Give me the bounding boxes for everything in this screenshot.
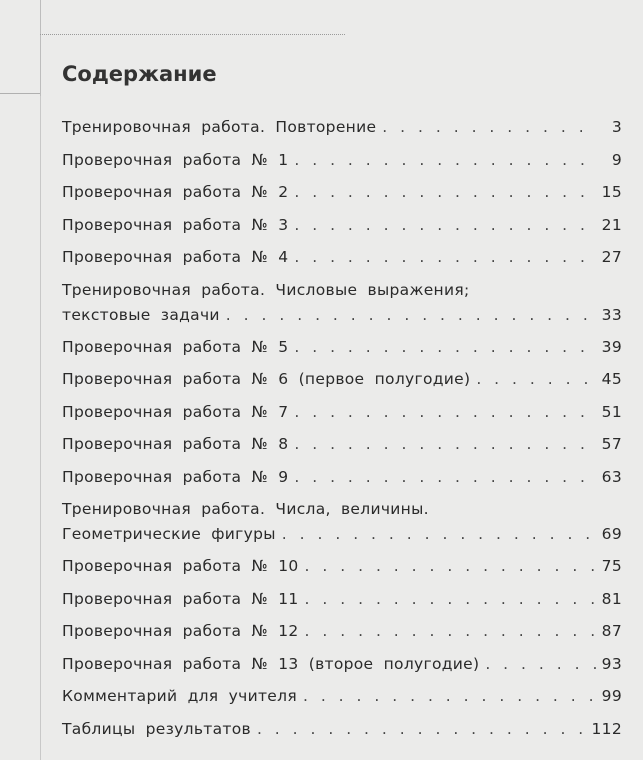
toc-entry[interactable] <box>62 281 622 338</box>
toc-page-number: 69 <box>601 525 622 543</box>
toc-entry[interactable] <box>62 557 622 590</box>
toc-page-number: 45 <box>601 370 622 388</box>
page-title: Содержание <box>62 62 217 87</box>
header-dotted-rule <box>40 34 345 35</box>
toc-entry-title: Проверочная работа № 1 <box>62 150 289 169</box>
toc-page-number: 99 <box>601 687 622 705</box>
toc-entry-title: Проверочная работа № 3 <box>62 215 289 234</box>
page-margin-rule <box>40 96 41 760</box>
toc-page-number: 87 <box>601 622 622 640</box>
dot-leader <box>476 370 595 388</box>
toc-page-number: 33 <box>601 305 622 324</box>
dot-leader <box>305 622 596 640</box>
toc-entry-title: текстовые задачи <box>62 305 220 324</box>
dot-leader <box>294 468 595 486</box>
toc-entry-title: Проверочная работа № 13 (второе полугодие) <box>62 654 480 673</box>
toc-entry[interactable] <box>62 151 622 184</box>
toc-entry[interactable] <box>62 216 622 249</box>
toc-entry-title: Проверочная работа № 6 (первое полугодие) <box>62 370 471 388</box>
toc-entry-title: Комментарий для учителя <box>62 687 297 705</box>
toc-entry-title: Проверочная работа № 9 <box>62 467 289 486</box>
toc-page-number: 27 <box>601 248 622 266</box>
dot-leader <box>305 557 596 575</box>
toc-entry[interactable] <box>62 622 622 655</box>
toc-entry-title: Геометрические фигуры <box>62 525 276 543</box>
dot-leader <box>382 118 596 136</box>
toc-entry-title: Проверочная работа № 10 <box>62 557 299 575</box>
toc-entry-title: Тренировочная работа. Повторение <box>62 118 377 136</box>
toc-entry-title-line1: Тренировочная работа. Числовые выражения; <box>62 280 470 299</box>
toc-entry[interactable] <box>62 590 622 623</box>
toc-page-number: 93 <box>601 654 622 673</box>
toc-entry-title: Проверочная работа № 7 <box>62 402 289 421</box>
dot-leader <box>294 435 595 453</box>
toc-entry[interactable] <box>62 655 622 688</box>
toc-page-number: 57 <box>601 435 622 453</box>
toc-page-number: 112 <box>591 719 622 738</box>
dot-leader <box>303 687 596 705</box>
toc-page-number: 15 <box>601 183 622 201</box>
toc-page-number: 51 <box>601 402 622 421</box>
header-left-rule <box>0 93 40 94</box>
toc-entry[interactable] <box>62 118 622 151</box>
dot-leader <box>226 306 596 324</box>
dot-leader <box>294 151 596 169</box>
dot-leader <box>282 525 596 543</box>
toc-page-number: 39 <box>601 337 622 356</box>
toc-entry-title: Проверочная работа № 11 <box>62 589 299 608</box>
toc-entry[interactable] <box>62 720 622 753</box>
toc-page-number: 3 <box>611 118 622 136</box>
table-of-contents <box>62 118 622 752</box>
toc-entry-title: Проверочная работа № 8 <box>62 435 289 453</box>
toc-page-number: 75 <box>601 557 622 575</box>
toc-entry-title-line1: Тренировочная работа. Числа, величины. <box>62 500 429 518</box>
toc-entry[interactable] <box>62 468 622 501</box>
toc-entry[interactable] <box>62 183 622 216</box>
dot-leader <box>294 403 595 421</box>
toc-entry[interactable] <box>62 338 622 371</box>
toc-entry[interactable] <box>62 435 622 468</box>
toc-entry[interactable] <box>62 370 622 403</box>
frame-corner-line <box>40 0 41 96</box>
toc-page-number: 21 <box>601 215 622 234</box>
dot-leader <box>294 248 595 266</box>
toc-page-number: 63 <box>601 467 622 486</box>
toc-entry[interactable] <box>62 500 622 557</box>
toc-entry-title: Проверочная работа № 5 <box>62 337 289 356</box>
toc-entry-title: Таблицы результатов <box>62 719 251 738</box>
toc-entry[interactable] <box>62 248 622 281</box>
toc-entry[interactable] <box>62 403 622 436</box>
dot-leader <box>257 720 586 738</box>
dot-leader <box>485 655 595 673</box>
toc-entry-title: Проверочная работа № 2 <box>62 183 289 201</box>
dot-leader <box>294 216 595 234</box>
toc-entry-title: Проверочная работа № 4 <box>62 248 289 266</box>
dot-leader <box>294 338 595 356</box>
toc-entry-title: Проверочная работа № 12 <box>62 622 299 640</box>
dot-leader <box>305 590 596 608</box>
toc-page-number: 81 <box>601 589 622 608</box>
toc-entry[interactable] <box>62 687 622 720</box>
toc-page-number: 9 <box>611 150 622 169</box>
dot-leader <box>294 183 595 201</box>
